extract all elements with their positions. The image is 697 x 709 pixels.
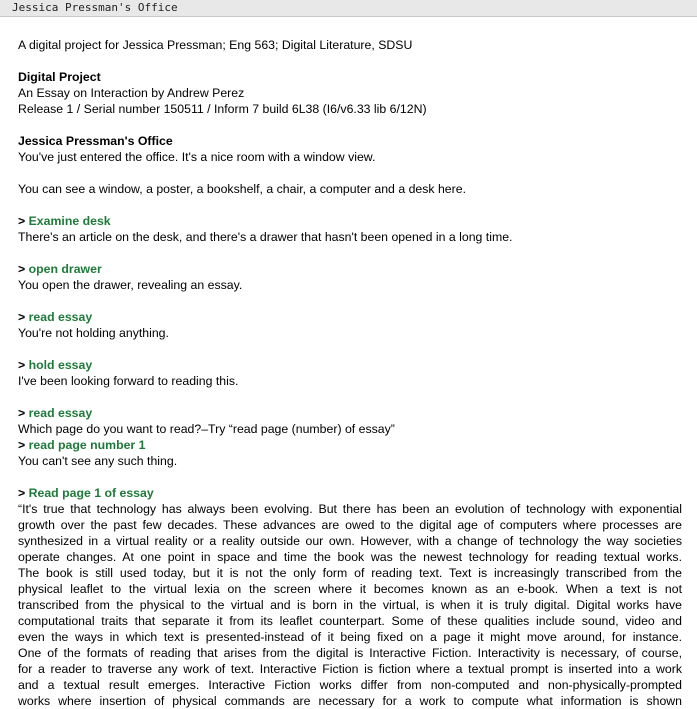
command-text: hold essay — [28, 358, 93, 372]
command-text: read page number 1 — [28, 438, 146, 452]
command-text: Examine desk — [28, 214, 111, 228]
prompt-symbol: > — [18, 214, 26, 228]
command-response: I've been looking forward to reading this. — [18, 374, 239, 388]
room-description: You've just entered the office. It's a nice room with a window view. — [18, 150, 376, 164]
command-response: You can't see any such thing. — [18, 454, 178, 468]
prompt-symbol: > — [18, 438, 26, 452]
window-title: Jessica Pressman's Office — [12, 1, 178, 14]
command-text: read essay — [28, 310, 93, 324]
intro-text: A digital project for Jessica Pressman; Eng 563; Digital Literature, SDSU — [18, 38, 413, 52]
essay-line: “It's true that technology has always been evolving. But there has been an evolution of technology with exponential — [18, 502, 682, 516]
release-info: Release 1 / Serial number 150511 / Inform 7 build 6L38 (I6/v6.33 lib 6/12N) — [18, 102, 427, 116]
game-transcript — [18, 37, 682, 709]
command-text: open drawer — [28, 262, 102, 276]
command-response: You're not holding anything. — [18, 326, 169, 340]
essay-line: growth over the past few decades. These advances are owed to the digital age of computers where processes are — [18, 518, 682, 532]
command-line — [18, 309, 682, 325]
prompt-symbol: > — [18, 310, 26, 324]
command-response: You open the drawer, revealing an essay. — [18, 278, 243, 292]
command-text: Read page 1 of essay — [28, 486, 154, 500]
prompt-symbol: > — [18, 358, 26, 372]
essay-line: physical leaflet to the virtual lexia on the screen where it becomes known as an e-book. When a text is not — [18, 582, 682, 596]
command-response: There's an article on the desk, and there's a drawer that hasn't been opened in a long time. — [18, 230, 513, 244]
story-title: Digital Project — [18, 70, 101, 84]
command-text: read essay — [28, 406, 93, 420]
command-response: Which page do you want to read?–Try “read page (number) of essay” — [18, 422, 395, 436]
prompt-symbol: > — [18, 486, 26, 500]
command-line — [18, 485, 682, 501]
essay-line: works where insertion of physical commands are necessary for a work to compute what information is shown — [18, 694, 682, 708]
prompt-symbol: > — [18, 406, 26, 420]
essay-line: and a textual result emerges. Interactive Fiction works differ from non-computed and non-physically-prompted — [18, 678, 682, 692]
command-line — [18, 405, 682, 421]
essay-line: synthesized in a virtual reality or a reality outside our own. However, with a change of technology the way societies — [18, 534, 682, 548]
essay-line: One of the formats of reading that arises from the digital is Interactive Fiction. Interactivity is necessary, of course, — [18, 646, 682, 660]
story-byline: An Essay on Interaction by Andrew Perez — [18, 86, 245, 100]
command-line — [18, 437, 682, 453]
window-titlebar — [0, 0, 697, 17]
essay-line: computational traits that separate it from its leaflet counterpart. Some of these qualities include sound, video and — [18, 614, 682, 628]
essay-line: operate changes. At one point in space and time the book was the newest technology for reading textual works. — [18, 550, 682, 564]
command-line — [18, 261, 682, 277]
prompt-symbol: > — [18, 262, 26, 276]
command-line — [18, 213, 682, 229]
essay-line: transcribed from the physical to the virtual and is born in the virtual, is when it is truly digital. Digital works have — [18, 598, 682, 612]
essay-line: even the ways in which text is presented-instead of it being fixed on a page it might move around, for instance. — [18, 630, 682, 644]
room-contents: You can see a window, a poster, a bookshelf, a chair, a computer and a desk here. — [18, 182, 466, 196]
essay-line: for a reader to traverse any work of text. Interactive Fiction is fiction where a textual prompt is inserted into a work — [18, 662, 682, 676]
essay-line: The book is still used today, but it is not the only form of reading text. Text is increasingly transcribed from the — [18, 566, 682, 580]
room-name: Jessica Pressman's Office — [18, 134, 173, 148]
command-line — [18, 357, 682, 373]
essay-text — [18, 501, 682, 709]
